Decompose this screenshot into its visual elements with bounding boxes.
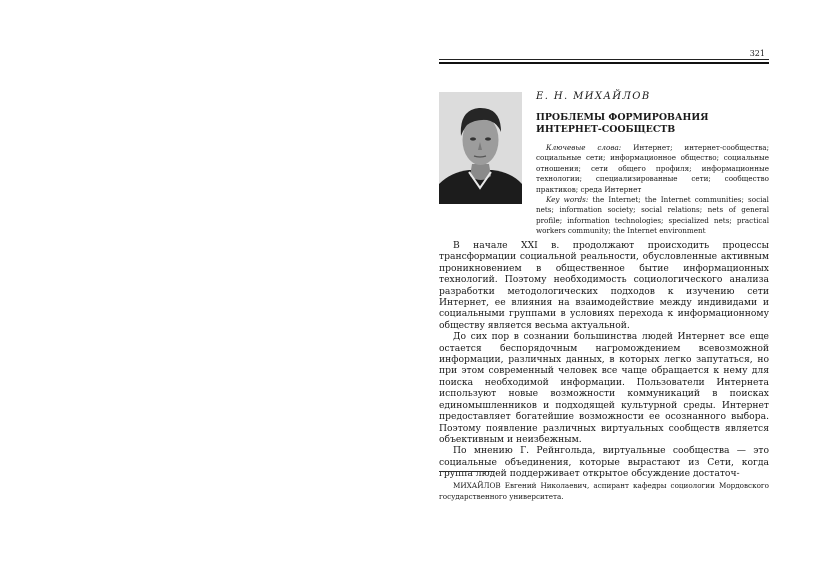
title-line-1: ПРОБЛЕМЫ ФОРМИРОВАНИЯ	[536, 112, 709, 123]
keywords-ru-text: Интернет; интернет-сообщества; социальные сети; информационное общество; социальные отношения; сети общего профиля; информационные технологии; специализированные сети; сообщество практиков; среда Интернет	[536, 143, 769, 194]
footnote-text: МИХАЙЛОВ Евгений Николаевич, аспирант кафедры социологии Мордовского государственного университета.	[439, 481, 769, 501]
body-paragraph: До сих пор в сознании большинства людей Интернет все еще остается беспорядочным нагромождением всевозможной информации, различных данных, в которых легко запутаться, но при этом современный человек все чаще обращается к нему для поиска необходимой информации. Пользователи Интернета используют новые возможности коммуникаций в поисках единомышленников и подходящей культурной среды. Интернет предоставляет богатейшие возможности ее осознанного выбора. Поэтому появление различных виртуальных сообществ является объективным и неизбежным.	[439, 331, 769, 445]
body-paragraph: В начале XXI в. продолжают происходить процессы трансформации социальной реальности, обусловленные активным проникновением в общественное бытие информационных технологий. Поэтому необходимость социологического анализа разработки методологических подходов к изучению сети Интернет, ее влияния на взаимодействие между индивидами и социальными группами в условиях перехода к информационному обществу является весьма актуальной.	[439, 240, 769, 331]
header-rule-thin	[439, 59, 769, 60]
title-line-2: ИНТЕРНЕТ-СООБЩЕСТВ	[536, 124, 676, 135]
keywords-ru	[536, 143, 769, 195]
page-number: 321	[749, 49, 765, 58]
keywords-en-text: the Internet; the Internet communities; social nets; information society; social relations; nets of general profile; information technologies; specialized nets; practical workers community; the Internet environment	[536, 195, 769, 236]
header-rule-thick	[439, 62, 769, 64]
footnote	[439, 481, 769, 502]
footnote-rule	[439, 471, 495, 472]
keywords-block	[439, 143, 769, 237]
author-name: Е. Н. МИХАЙЛОВ	[536, 91, 651, 102]
article-title	[536, 112, 766, 136]
body-paragraph: По мнению Г. Рейнгольда, виртуальные сообщества — это социальные объединения, которые вырастают из Сети, когда группа людей поддерживает открытое обсуждение достаточ-	[439, 445, 769, 480]
keywords-en-label: Key words:	[546, 195, 589, 205]
keywords-en	[536, 195, 769, 237]
article-body	[439, 240, 769, 480]
keywords-ru-label: Ключевые слова:	[546, 143, 622, 152]
